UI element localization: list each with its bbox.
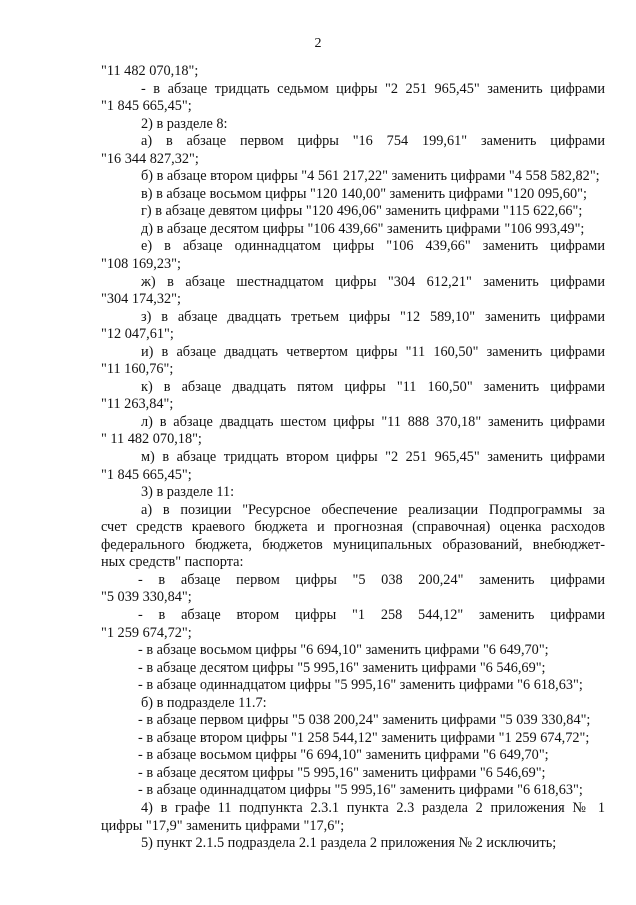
text-line: - в абзаце первом цифры "5 038 200,24" заменить цифрами "5 039 330,84"; <box>138 712 591 729</box>
text-line: - в абзаце восьмом цифры "6 694,10" заменить цифрами "6 649,70"; <box>138 642 549 659</box>
text-line: "108 169,23"; <box>101 256 181 273</box>
document-body <box>101 63 605 853</box>
text-line: л) в абзаце двадцать шестом цифры "11 888 370,18" заменить цифрами <box>141 413 605 430</box>
text-line: "11 263,84"; <box>101 396 174 413</box>
text-line: м) в абзаце тридцать втором цифры "2 251 965,45" заменить цифрами <box>141 449 605 466</box>
text-line: е) в абзаце одиннадцатом цифры "106 439,66" заменить цифрами <box>141 238 605 255</box>
text-line: 5) пункт 2.1.5 подраздела 2.1 раздела 2 приложения № 2 исключить; <box>141 835 557 852</box>
text-line: "304 174,32"; <box>101 291 181 308</box>
text-line: 3) в разделе 11: <box>141 484 235 501</box>
text-line: "11 160,76"; <box>101 361 174 378</box>
text-line: а) в позиции "Ресурсное обеспечение реализации Подпрограммы за <box>141 501 605 518</box>
text-line: "5 039 330,84"; <box>101 589 192 606</box>
text-line: з) в абзаце двадцать третьем цифры "12 589,10" заменить цифрами <box>141 308 605 325</box>
text-line: 2) в разделе 8: <box>141 115 228 132</box>
text-line: б) в подразделе 11.7: <box>141 694 267 711</box>
text-line: цифры "17,9" заменить цифрами "17,6"; <box>101 817 345 834</box>
text-line: "12 047,61"; <box>101 326 174 343</box>
text-line: "1 845 665,45"; <box>101 98 192 115</box>
text-line: - в абзаце десятом цифры "5 995,16" заменить цифрами "6 546,69"; <box>138 659 546 676</box>
text-line: - в абзаце втором цифры "1 258 544,12" заменить цифрами <box>138 606 605 623</box>
text-line: - в абзаце одиннадцатом цифры "5 995,16" заменить цифрами "6 618,63"; <box>138 677 583 694</box>
text-line: - в абзаце втором цифры "1 258 544,12" заменить цифрами "1 259 674,72"; <box>138 729 590 746</box>
text-line: а) в абзаце первом цифры "16 754 199,61" заменить цифрами <box>141 133 605 150</box>
text-line: ных средств" паспорта: <box>101 554 244 571</box>
text-line: г) в абзаце девятом цифры "120 496,06" заменить цифрами "115 622,66"; <box>141 203 583 220</box>
text-line: - в абзаце первом цифры "5 038 200,24" заменить цифрами <box>138 571 605 588</box>
text-line: "1 259 674,72"; <box>101 624 192 641</box>
page-number: 2 <box>314 36 322 51</box>
text-line: "11 482 070,18"; <box>101 63 199 79</box>
text-line: д) в абзаце десятом цифры "106 439,66" заменить цифрами "106 993,49"; <box>141 220 585 237</box>
text-line: - в абзаце десятом цифры "5 995,16" заменить цифрами "6 546,69"; <box>138 764 546 781</box>
text-line: б) в абзаце втором цифры "4 561 217,22" заменить цифрами "4 558 582,82"; <box>141 168 600 185</box>
text-line: к) в абзаце двадцать пятом цифры "11 160,50" заменить цифрами <box>141 378 605 395</box>
text-line: в) в абзаце восьмом цифры "120 140,00" заменить цифрами "120 095,60"; <box>141 185 587 202</box>
text-line: 4) в графе 11 подпункта 2.3.1 пункта 2.3 раздела 2 приложения № 1 <box>141 799 605 816</box>
text-line: счет средств краевого бюджета и прогнозная (справочная) оценка расходов <box>101 519 605 536</box>
text-line: - в абзаце тридцать седьмом цифры "2 251 965,45" заменить цифрами <box>141 80 605 97</box>
text-line: - в абзаце восьмом цифры "6 694,10" заменить цифрами "6 649,70"; <box>138 747 549 764</box>
text-line: "16 344 827,32"; <box>101 150 199 167</box>
text-line: " 11 482 070,18"; <box>101 431 202 448</box>
text-line: - в абзаце одиннадцатом цифры "5 995,16" заменить цифрами "6 618,63"; <box>138 782 583 799</box>
text-line: и) в абзаце двадцать четвертом цифры "11 160,50" заменить цифрами <box>141 343 605 360</box>
text-line: ж) в абзаце шестнадцатом цифры "304 612,21" заменить цифрами <box>141 273 605 290</box>
text-line: "1 845 665,45"; <box>101 466 192 483</box>
text-line: федерального бюджета, бюджетов муниципальных образований, внебюджет- <box>101 536 605 553</box>
